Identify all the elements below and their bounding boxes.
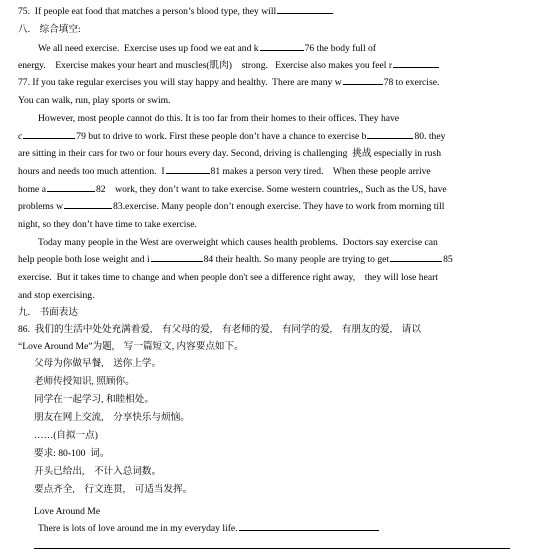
section-8-title: 八. 综合填空: (18, 24, 81, 35)
passage-p2-line4: hours and needs too much attention. I 81 makes a person very tired. When these people arrive (18, 166, 431, 177)
essay-opening: There is lots of love around me in my everyday life. (38, 523, 380, 535)
blank-80[interactable] (367, 138, 413, 139)
blank-84[interactable] (151, 261, 203, 262)
passage-p3-line4: and stop exercising. (18, 290, 95, 301)
blank-75[interactable] (277, 13, 333, 14)
passage-p1-line2: energy. Exercise makes your heart and muscles(肌肉) strong. Exercise also makes you feel r (18, 60, 440, 72)
essay-answer-blank[interactable] (239, 530, 379, 531)
requirement-point: 要求: 80-100 词。 (34, 448, 110, 459)
passage-p2-line3: are sitting in their cars for two or four hours every day. Second, driving is challenging 挑战 especially in rush (18, 148, 441, 159)
blank-76[interactable] (260, 50, 304, 51)
question-75-text: 75. If people eat food that matches a person’s blood type, they will (18, 6, 277, 17)
blank-78[interactable] (343, 84, 383, 85)
requirement-point: 老师传授知识, 照顾你。 (34, 376, 135, 387)
passage-p2-line2: c 79 but to drive to work. First these people don’t have a chance to exercise b 80. they (18, 131, 446, 142)
blank-81[interactable] (166, 173, 210, 174)
passage-p2-line5: home a 82 work, they don’t want to take exercise. Some western countries,, Such as the US, have (18, 184, 447, 195)
requirement-point: ……(自拟一点) (34, 430, 98, 441)
requirement-point: 朋友在网上交流, 分享快乐与烦恼。 (34, 412, 190, 423)
blank-85[interactable] (390, 261, 442, 262)
passage-p1-line1: We all need exercise. Exercise uses up food we eat and k 76 the body full of (38, 43, 377, 54)
requirement-point: 开头已给出, 不计入总词数。 (34, 466, 162, 477)
requirement-point: 父母为你做早餐, 送你上学。 (34, 358, 162, 369)
passage-p3-line3: exercise. But it takes time to change and when people don't see a difference right away, they will lose heart (18, 272, 438, 283)
blank-79[interactable] (23, 138, 75, 139)
blank-82[interactable] (47, 191, 95, 192)
question-75 (18, 6, 334, 18)
passage-p2-line7: night, so they don’t have time to take exercise. (18, 219, 197, 230)
passage-p1-line3: 77. If you take regular exercises you will stay happy and healthy. There are many w 78 to exercise. (18, 77, 440, 88)
essay-title: Love Around Me (34, 506, 101, 517)
passage-p3-line1: Today many people in the West are overweight which causes health problems. Doctors say exercise can (38, 237, 438, 248)
blank-77[interactable] (393, 67, 439, 68)
blank-83[interactable] (64, 208, 112, 209)
essay-answer-line[interactable] (34, 548, 510, 549)
section-9-title: 九. 书面表达 (18, 307, 78, 318)
passage-p2-line1: However, most people cannot do this. It is too far from their homes to their offices. They have (38, 113, 400, 124)
requirement-point: 同学在一起学习, 和睦相处。 (34, 394, 154, 405)
question-86-prompt-line2: “Love Around Me”为题, 写一篇短文, 内容要点如下。 (18, 341, 244, 352)
passage-p1-line4: You can walk, run, play sports or swim. (18, 95, 171, 106)
passage-p3-line2: help people both lose weight and i 84 their health. So many people are trying to get 85 (18, 254, 453, 265)
question-86-prompt-line1: 86. 我们的生活中处处充满着爱, 有父母的爱, 有老师的爱, 有同学的爱, 有朋友的爱, 请以 (18, 324, 421, 335)
passage-p2-line6: problems w 83.exercise. Many people don’t enough exercise. They have to work from morning till (18, 201, 445, 212)
requirement-point: 要点齐全, 行文连贯, 可适当发挥。 (34, 484, 193, 495)
